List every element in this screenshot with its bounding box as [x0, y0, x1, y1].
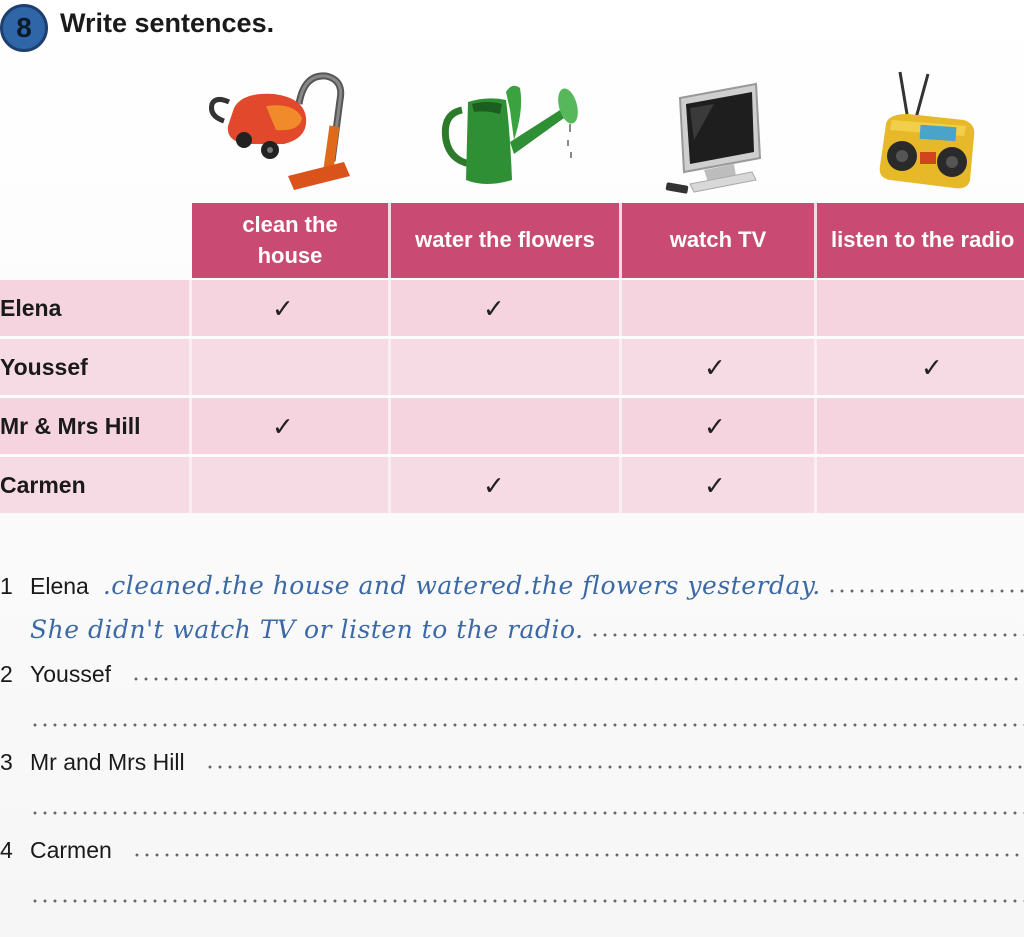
exercise-title: Write sentences.	[60, 8, 275, 38]
sentence-number: 3	[0, 749, 13, 775]
sentence-label: Elena	[30, 573, 89, 599]
check-mark-icon: ✓	[483, 471, 505, 502]
row-name: Carmen	[0, 457, 192, 513]
cell-water-flowers	[391, 457, 622, 513]
sentence-number: 1	[0, 573, 13, 599]
check-mark-icon: ✓	[483, 294, 505, 325]
row-name: Mr & Mrs Hill	[0, 398, 192, 454]
sentence-4-line-2[interactable]	[0, 870, 1024, 910]
cell-clean-house	[192, 339, 391, 395]
sentence-number: 2	[0, 661, 13, 687]
row-name: Elena	[0, 280, 192, 336]
check-mark-icon: ✓	[704, 412, 726, 443]
cell-water-flowers	[391, 339, 622, 395]
dotted-answer-line	[30, 810, 1024, 816]
column-header-listen-radio: listen to the radio	[817, 203, 1024, 278]
dotted-answer-line	[131, 676, 1024, 682]
watering-can-icon	[440, 80, 585, 195]
cell-clean-house	[192, 280, 391, 336]
sentence-3-line-1[interactable]	[0, 736, 1024, 776]
sentence-label: Carmen	[30, 837, 112, 863]
column-header-watch-tv: watch TV	[622, 203, 817, 278]
table-row	[0, 398, 1024, 454]
sentence-label: Youssef	[30, 661, 111, 687]
sentence-4-line-1[interactable]	[0, 824, 1024, 864]
column-header-clean-house: clean the house	[192, 203, 391, 278]
dotted-answer-line	[205, 764, 1024, 770]
cell-watch-tv	[622, 457, 817, 513]
table-body	[0, 280, 1024, 516]
sentence-2-line-2[interactable]	[0, 694, 1024, 734]
sentence-2-line-1[interactable]	[0, 648, 1024, 688]
handwritten-answer: .cleaned.the house and watered.the flowers yesterday.	[102, 571, 821, 600]
cell-listen-radio	[817, 339, 1024, 395]
table-header	[192, 203, 1024, 278]
dotted-answer-line	[827, 588, 1024, 594]
cell-listen-radio	[817, 457, 1024, 513]
table-row	[0, 457, 1024, 513]
check-mark-icon: ✓	[704, 353, 726, 384]
dotted-answer-line	[590, 632, 1024, 638]
handwritten-answer: She didn't watch TV or listen to the radio.	[30, 615, 584, 644]
cell-water-flowers	[391, 398, 622, 454]
sentence-1-line-2[interactable]	[0, 604, 1024, 644]
vacuum-cleaner-icon	[204, 66, 354, 196]
tv-icon	[664, 80, 764, 200]
check-mark-icon: ✓	[704, 471, 726, 502]
sentence-1-line-1[interactable]	[0, 560, 1024, 600]
radio-icon	[868, 70, 980, 196]
exercise-number: 8	[16, 12, 32, 43]
column-header-water-flowers: water the flowers	[391, 203, 622, 278]
check-mark-icon: ✓	[921, 353, 943, 384]
cell-watch-tv	[622, 339, 817, 395]
exercise-number-badge	[0, 4, 48, 52]
check-mark-icon: ✓	[272, 412, 294, 443]
check-mark-icon: ✓	[272, 294, 294, 325]
dotted-answer-line	[30, 898, 1024, 904]
cell-clean-house	[192, 398, 391, 454]
cell-clean-house	[192, 457, 391, 513]
cell-watch-tv	[622, 280, 817, 336]
sentence-number: 4	[0, 837, 13, 863]
dotted-answer-line	[30, 722, 1024, 728]
row-name: Youssef	[0, 339, 192, 395]
sentence-label: Mr and Mrs Hill	[30, 749, 185, 775]
table-row	[0, 280, 1024, 336]
sentence-3-line-2[interactable]	[0, 782, 1024, 822]
cell-watch-tv	[622, 398, 817, 454]
dotted-answer-line	[132, 852, 1024, 858]
cell-listen-radio	[817, 398, 1024, 454]
cell-listen-radio	[817, 280, 1024, 336]
table-row	[0, 339, 1024, 395]
cell-water-flowers	[391, 280, 622, 336]
